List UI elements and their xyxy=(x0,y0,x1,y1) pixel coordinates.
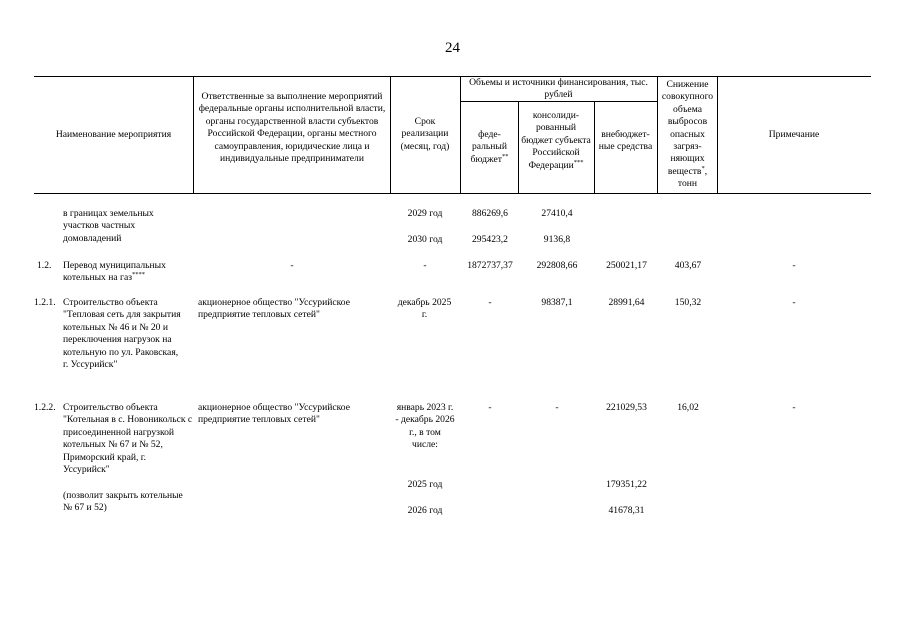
header-reduction-unit: , тонн xyxy=(677,165,708,190)
row-term: декабрь 2025 г. xyxy=(397,297,452,321)
row-name: Строительство объекта "Котельная в с. Новоникольск с присоединенной нагрузкой котельных № 67 и № 52, Приморский край, г. Уссурийск" xyxy=(63,402,193,476)
header-federal xyxy=(463,129,516,166)
row-federal: - xyxy=(488,297,492,308)
header-reduction-mark: * xyxy=(701,164,705,172)
header-reduction-text: Снижение совокупного объема выбросов опасных загряз-няющих веществ xyxy=(661,79,714,177)
row-consolidated: 9136,8 xyxy=(543,234,571,245)
row-extrabudget: 250021,17 xyxy=(606,260,647,271)
row-number: 1.2.1. xyxy=(34,297,56,308)
header-consolidated xyxy=(520,110,592,172)
header-bottom-border xyxy=(34,193,871,194)
row-extrabudget: 179351,22 xyxy=(606,479,647,490)
row-responsible: акционерное общество "Уссурийское предприятие тепловых сетей" xyxy=(198,402,350,426)
row-term: январь 2023 г. - декабрь 2026 г., в том числе: xyxy=(395,402,455,451)
row-name-mark: **** xyxy=(132,271,146,279)
row-extrabudget: 221029,53 xyxy=(606,402,647,413)
col-divider xyxy=(460,76,461,193)
col-divider xyxy=(594,101,595,193)
header-consolidated-text: консолиди-рованный бюджет субъекта Российской Федерации xyxy=(521,110,591,171)
header-reduction xyxy=(659,79,716,191)
row-federal: 295423,2 xyxy=(472,234,508,245)
header-federal-mark: ** xyxy=(501,152,509,160)
row-extrabudget: 41678,31 xyxy=(608,505,645,516)
row-note: - xyxy=(792,260,796,271)
row-term: - xyxy=(423,260,427,271)
row-consolidated: - xyxy=(555,402,559,413)
row-consolidated: 98387,1 xyxy=(541,297,573,308)
row-responsible: - xyxy=(290,260,294,271)
col-divider xyxy=(717,76,718,193)
col-divider xyxy=(657,76,658,193)
row-name: Строительство объекта "Тепловая сеть для закрытия котельных № 46 и № 20 и переключения нагрузок на котельную по ул. Раковская, г. Уссурийск" xyxy=(63,297,181,371)
row-federal: 886269,6 xyxy=(472,208,508,219)
header-federal-text: феде-ральный бюджет xyxy=(470,129,508,165)
col-divider xyxy=(518,101,519,193)
header-responsible: Ответственные за выполнение мероприятий федеральные органы исполнительной власти, органы государственной власти субъектов Российской Федерации, органы местного самоуправления, юридические лица и индивидуальные предприниматели xyxy=(198,91,386,165)
row-extrabudget: 28991,64 xyxy=(608,297,645,308)
header-extrabudget: внебюджет-ные средства xyxy=(598,129,653,153)
row-term: 2030 год xyxy=(407,234,443,245)
row-name: в границах земельных участков частных домовладений xyxy=(63,208,154,244)
row-name-text: Перевод муниципальных котельных на газ xyxy=(63,260,166,284)
row-reduction: 16,02 xyxy=(677,402,699,413)
col-divider xyxy=(193,76,194,193)
header-financing: Объемы и источники финансирования, тыс. рублей xyxy=(469,77,648,101)
row-name-extra: (позволит закрыть котельные № 67 и 52) xyxy=(63,490,183,514)
row-term: 2026 год xyxy=(407,505,443,516)
row-consolidated: 292808,66 xyxy=(536,260,578,271)
row-consolidated: 27410,4 xyxy=(541,208,573,219)
header-name: Наименование мероприятия xyxy=(55,129,172,140)
row-name xyxy=(63,260,188,285)
row-term: 2025 год xyxy=(407,479,443,490)
table-top-border xyxy=(34,76,871,77)
row-note: - xyxy=(792,297,796,308)
row-federal: 1872737,37 xyxy=(467,260,513,271)
row-reduction: 403,67 xyxy=(674,260,702,271)
page-number: 24 xyxy=(445,40,460,56)
col-divider xyxy=(390,76,391,193)
row-note: - xyxy=(792,402,796,413)
row-term: 2029 год xyxy=(407,208,443,219)
row-reduction: 150,32 xyxy=(674,297,702,308)
header-term: Срок реализации (месяц, год) xyxy=(400,116,450,152)
row-responsible: акционерное общество "Уссурийское предприятие тепловых сетей" xyxy=(198,297,350,321)
header-note: Примечание xyxy=(768,129,820,140)
row-number: 1.2.2. xyxy=(34,402,56,413)
row-number: 1.2. xyxy=(37,260,52,271)
row-federal: - xyxy=(488,402,492,413)
header-consolidated-mark: *** xyxy=(573,158,584,166)
